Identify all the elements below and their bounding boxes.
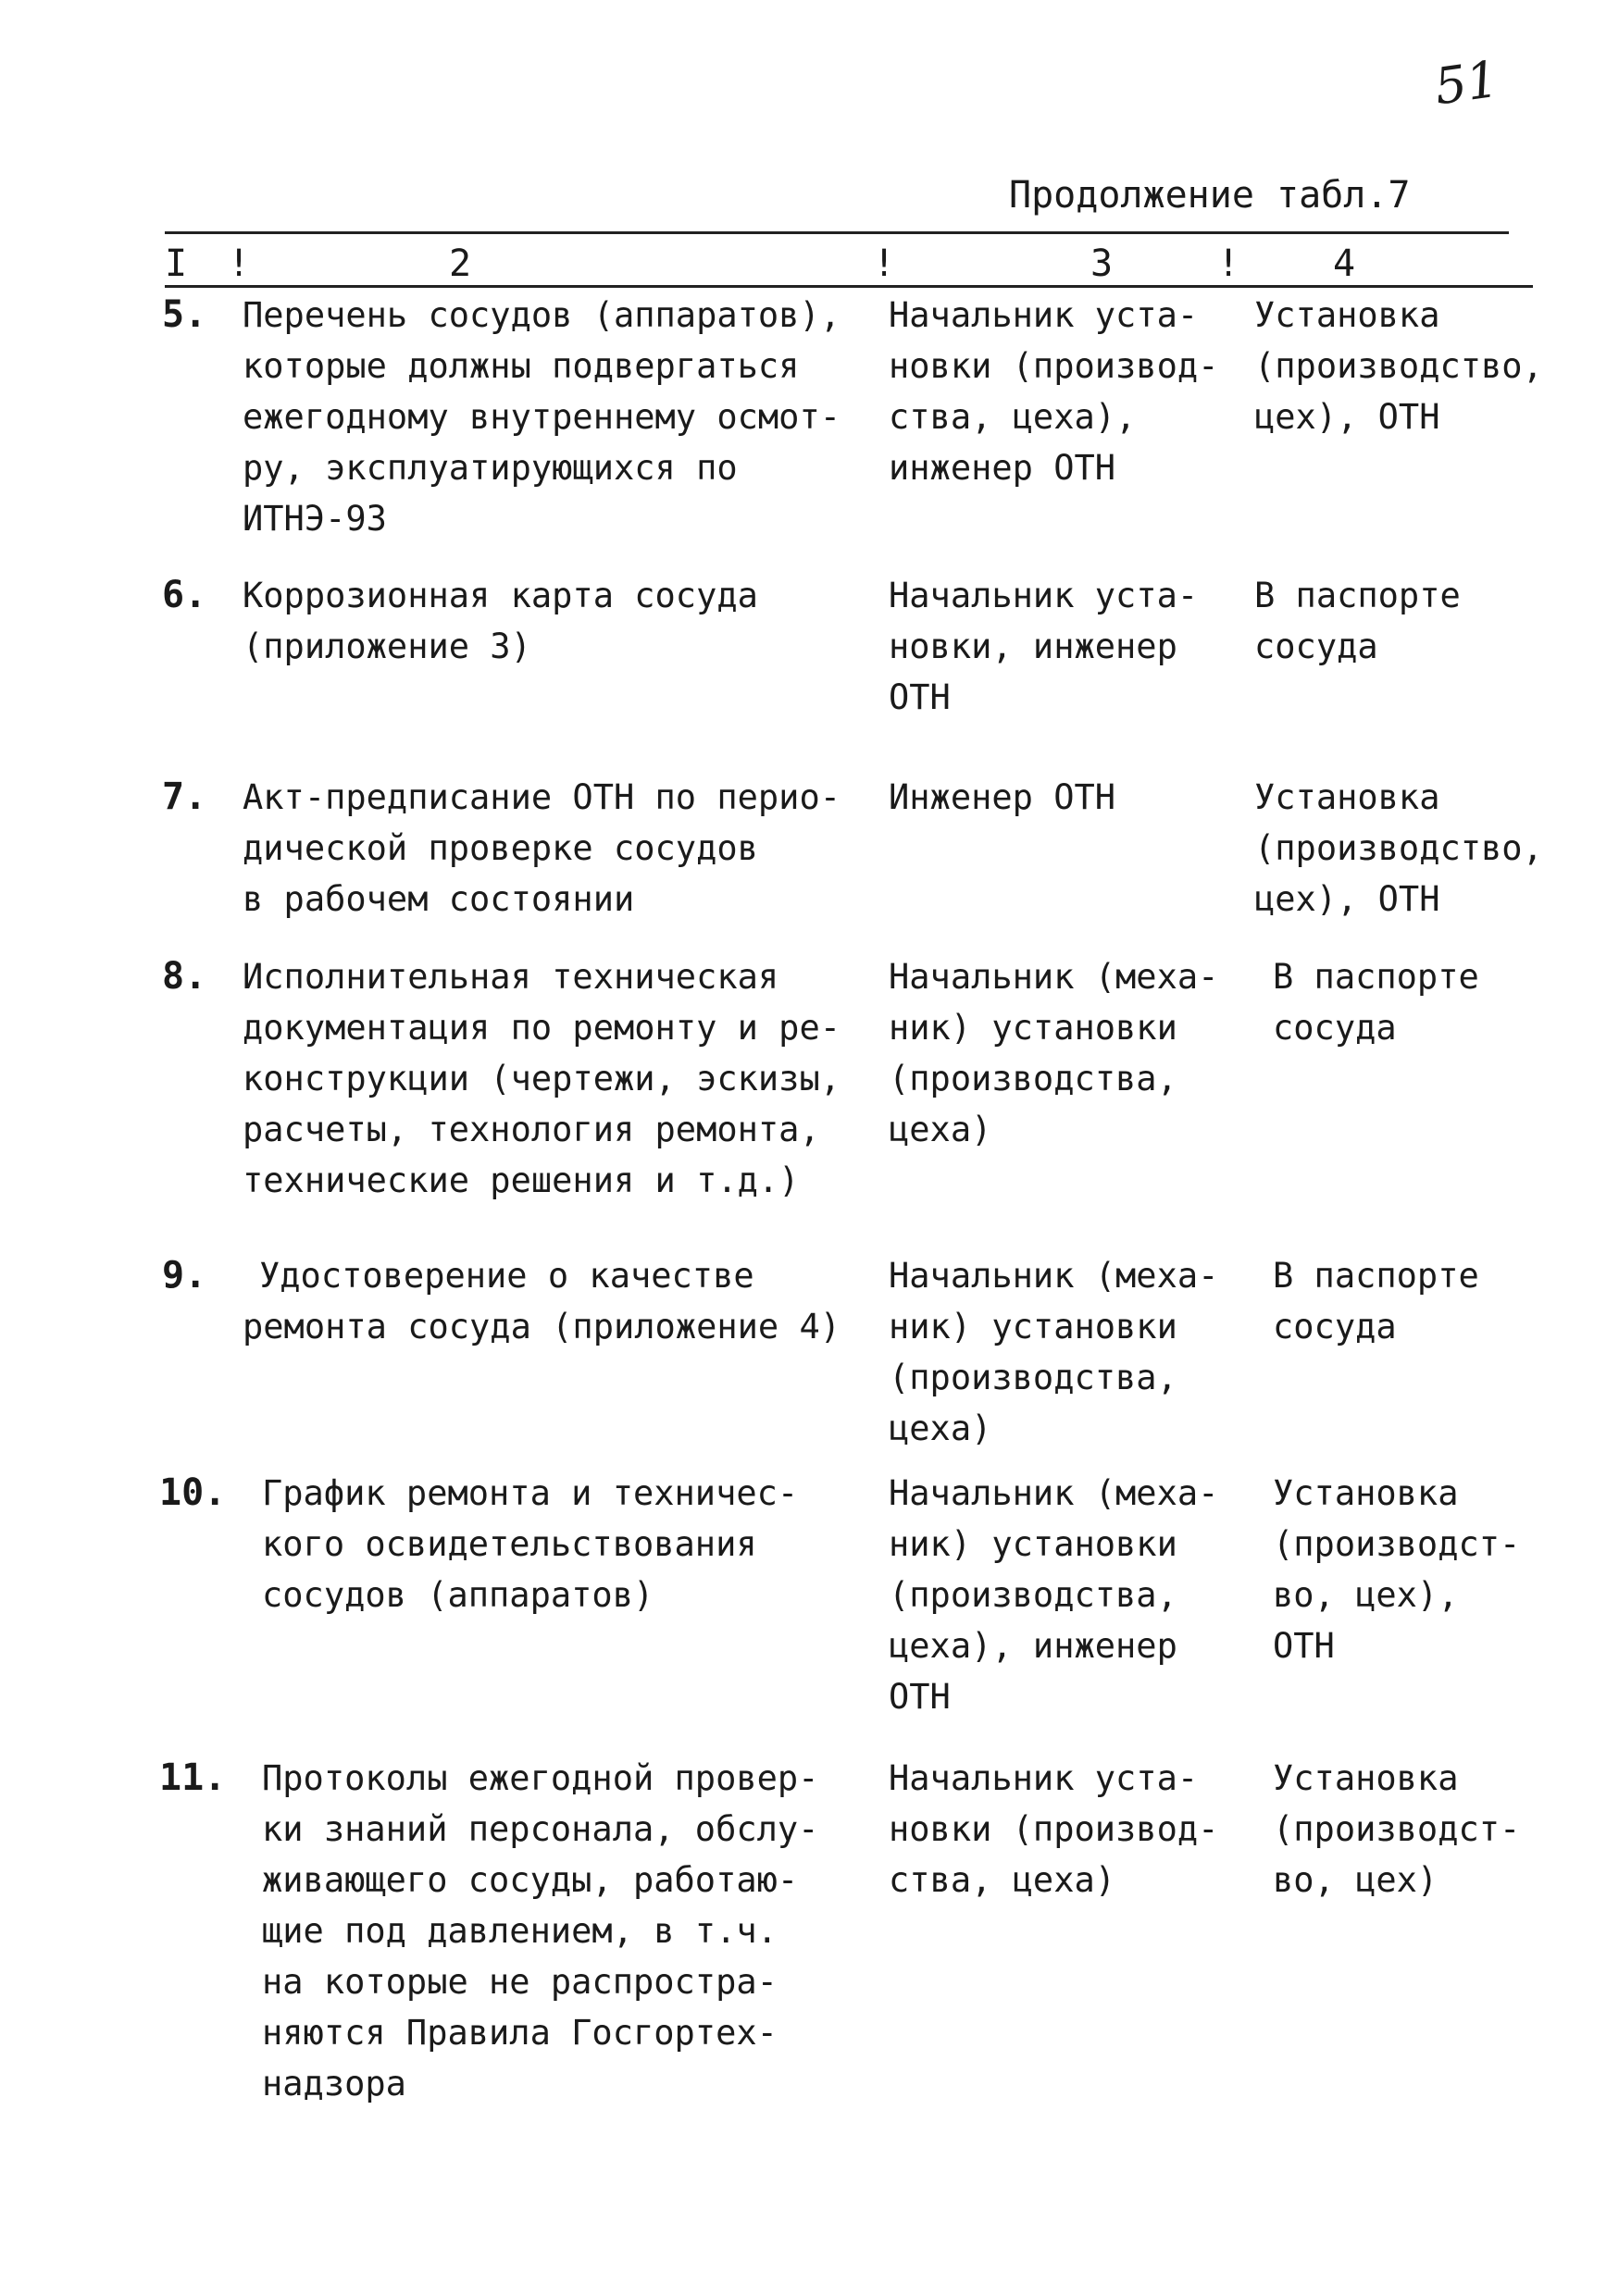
text-line: Протоколы ежегодной провер-: [262, 1758, 819, 1798]
text-line: новки, инженер: [889, 627, 1177, 666]
text-line: Исполнительная техническая: [243, 957, 779, 997]
location-cell: [1254, 290, 1543, 442]
header-col-2: 2: [449, 242, 472, 285]
text-line: Начальник уста-: [889, 576, 1199, 615]
row-number: 11.: [159, 1756, 227, 1799]
text-line: Коррозионная карта сосуда: [243, 576, 758, 615]
location-cell: [1273, 1468, 1520, 1671]
responsible-cell: [889, 1468, 1218, 1722]
text-line: дической проверке сосудов: [243, 828, 758, 868]
text-line: ства, цеха): [889, 1860, 1116, 1900]
header-separator: !: [228, 242, 251, 285]
text-line: технические решения и т.д.): [243, 1160, 800, 1200]
header-separator: !: [1217, 242, 1240, 285]
row-number: 9.: [162, 1254, 207, 1297]
header-top-rule: [165, 231, 1509, 234]
document-cell: [243, 570, 758, 672]
text-line: Акт-предписание ОТН по перио-: [243, 777, 841, 817]
text-line: Установка: [1254, 777, 1440, 817]
text-line: (приложение 3): [243, 627, 531, 666]
text-line: щие под давлением, в т.ч.: [262, 1911, 778, 1951]
text-line: ОТН: [1273, 1626, 1335, 1666]
location-cell: [1273, 1753, 1520, 1905]
text-line: Перечень сосудов (аппаратов),: [243, 295, 841, 335]
text-line: Начальник уста-: [889, 295, 1199, 335]
text-line: Начальник уста-: [889, 1758, 1199, 1798]
text-line: сосуда: [1273, 1008, 1397, 1048]
responsible-cell: [889, 290, 1218, 493]
text-line: Установка: [1273, 1473, 1459, 1513]
text-line: цех), ОТН: [1254, 397, 1440, 437]
text-line: ИТНЭ-93: [243, 499, 387, 539]
text-line: сосудов (аппаратов): [262, 1575, 654, 1615]
text-line: ремонта сосуда (приложение 4): [243, 1307, 841, 1347]
header-col-4: 4: [1333, 242, 1356, 285]
text-line: цех), ОТН: [1254, 879, 1440, 919]
text-line: цеха): [889, 1110, 992, 1149]
text-line: Удостоверение о качестве: [259, 1256, 754, 1296]
text-line: (производство,: [1254, 346, 1543, 386]
text-line: которые должны подвергаться: [243, 346, 800, 386]
location-cell: [1254, 772, 1543, 925]
text-line: надзора: [262, 2064, 406, 2104]
text-line: новки (производ-: [889, 1809, 1219, 1849]
header-separator: !: [873, 242, 896, 285]
text-line: Начальник (меха-: [889, 957, 1219, 997]
text-line: ОТН: [889, 1677, 951, 1717]
table-caption: Продолжение табл.7: [1009, 174, 1411, 217]
text-line: новки (производ-: [889, 346, 1219, 386]
location-cell: [1273, 1250, 1479, 1352]
header-bottom-rule: [165, 285, 1533, 288]
text-line: ник) установки: [889, 1008, 1177, 1048]
page-number: 51: [1430, 49, 1502, 117]
text-line: ОТН: [889, 677, 951, 717]
text-line: (производства,: [889, 1358, 1177, 1397]
header-col-1: I: [165, 242, 188, 285]
text-line: во, цех): [1273, 1860, 1438, 1900]
row-number: 5.: [162, 293, 207, 336]
text-line: инженер ОТН: [889, 448, 1116, 488]
document-cell: [262, 1468, 798, 1620]
text-line: кого освидетельствования: [262, 1524, 757, 1564]
text-line: живающего сосуды, работаю-: [262, 1860, 799, 1900]
text-line: сосуда: [1254, 627, 1378, 666]
location-cell: [1254, 570, 1461, 672]
text-line: В паспорте: [1273, 957, 1479, 997]
document-cell: [243, 772, 841, 925]
responsible-cell: [889, 570, 1198, 723]
text-line: Начальник (меха-: [889, 1473, 1219, 1513]
document-cell: [243, 951, 841, 1206]
responsible-cell: [889, 951, 1218, 1155]
text-line: Установка: [1254, 295, 1440, 335]
text-line: ник) установки: [889, 1307, 1177, 1347]
text-line: ства, цеха),: [889, 397, 1137, 437]
text-line: в рабочем состоянии: [243, 879, 635, 919]
text-line: Установка: [1273, 1758, 1459, 1798]
text-line: Инженер ОТН: [889, 777, 1116, 817]
text-line: во, цех),: [1273, 1575, 1459, 1615]
text-line: цеха), инженер: [889, 1626, 1177, 1666]
text-line: Начальник (меха-: [889, 1256, 1219, 1296]
text-line: (производство,: [1254, 828, 1543, 868]
document-cell: [262, 1753, 818, 2109]
row-number: 7.: [162, 776, 207, 818]
document-cell: [243, 1250, 841, 1352]
text-line: ежегодному внутреннему осмот-: [243, 397, 841, 437]
row-number: 8.: [162, 955, 207, 998]
text-line: на которые не распростра-: [262, 1962, 778, 2002]
location-cell: [1273, 951, 1479, 1053]
header-col-3: 3: [1090, 242, 1114, 285]
text-line: В паспорте: [1254, 576, 1461, 615]
text-line: (производст-: [1273, 1809, 1521, 1849]
text-line: В паспорте: [1273, 1256, 1479, 1296]
text-line: документация по ремонту и ре-: [243, 1008, 841, 1048]
text-line: (производства,: [889, 1059, 1177, 1098]
text-line: конструкции (чертежи, эскизы,: [243, 1059, 841, 1098]
text-line: ник) установки: [889, 1524, 1177, 1564]
responsible-cell: [889, 1753, 1218, 1905]
text-line: ру, эксплуатирующихся по: [243, 448, 738, 488]
text-line: расчеты, технология ремонта,: [243, 1110, 820, 1149]
text-line: (производст-: [1273, 1524, 1521, 1564]
text-line: (производства,: [889, 1575, 1177, 1615]
text-line: цеха): [889, 1409, 992, 1448]
text-line: ки знаний персонала, обслу-: [262, 1809, 819, 1849]
responsible-cell: [889, 772, 1115, 823]
text-line: сосуда: [1273, 1307, 1397, 1347]
row-number: 10.: [159, 1471, 227, 1514]
text-line: График ремонта и техничес-: [262, 1473, 799, 1513]
text-line: няются Правила Госгортех-: [262, 2013, 778, 2053]
document-cell: [243, 290, 841, 544]
responsible-cell: [889, 1250, 1218, 1454]
row-number: 6.: [162, 574, 207, 616]
